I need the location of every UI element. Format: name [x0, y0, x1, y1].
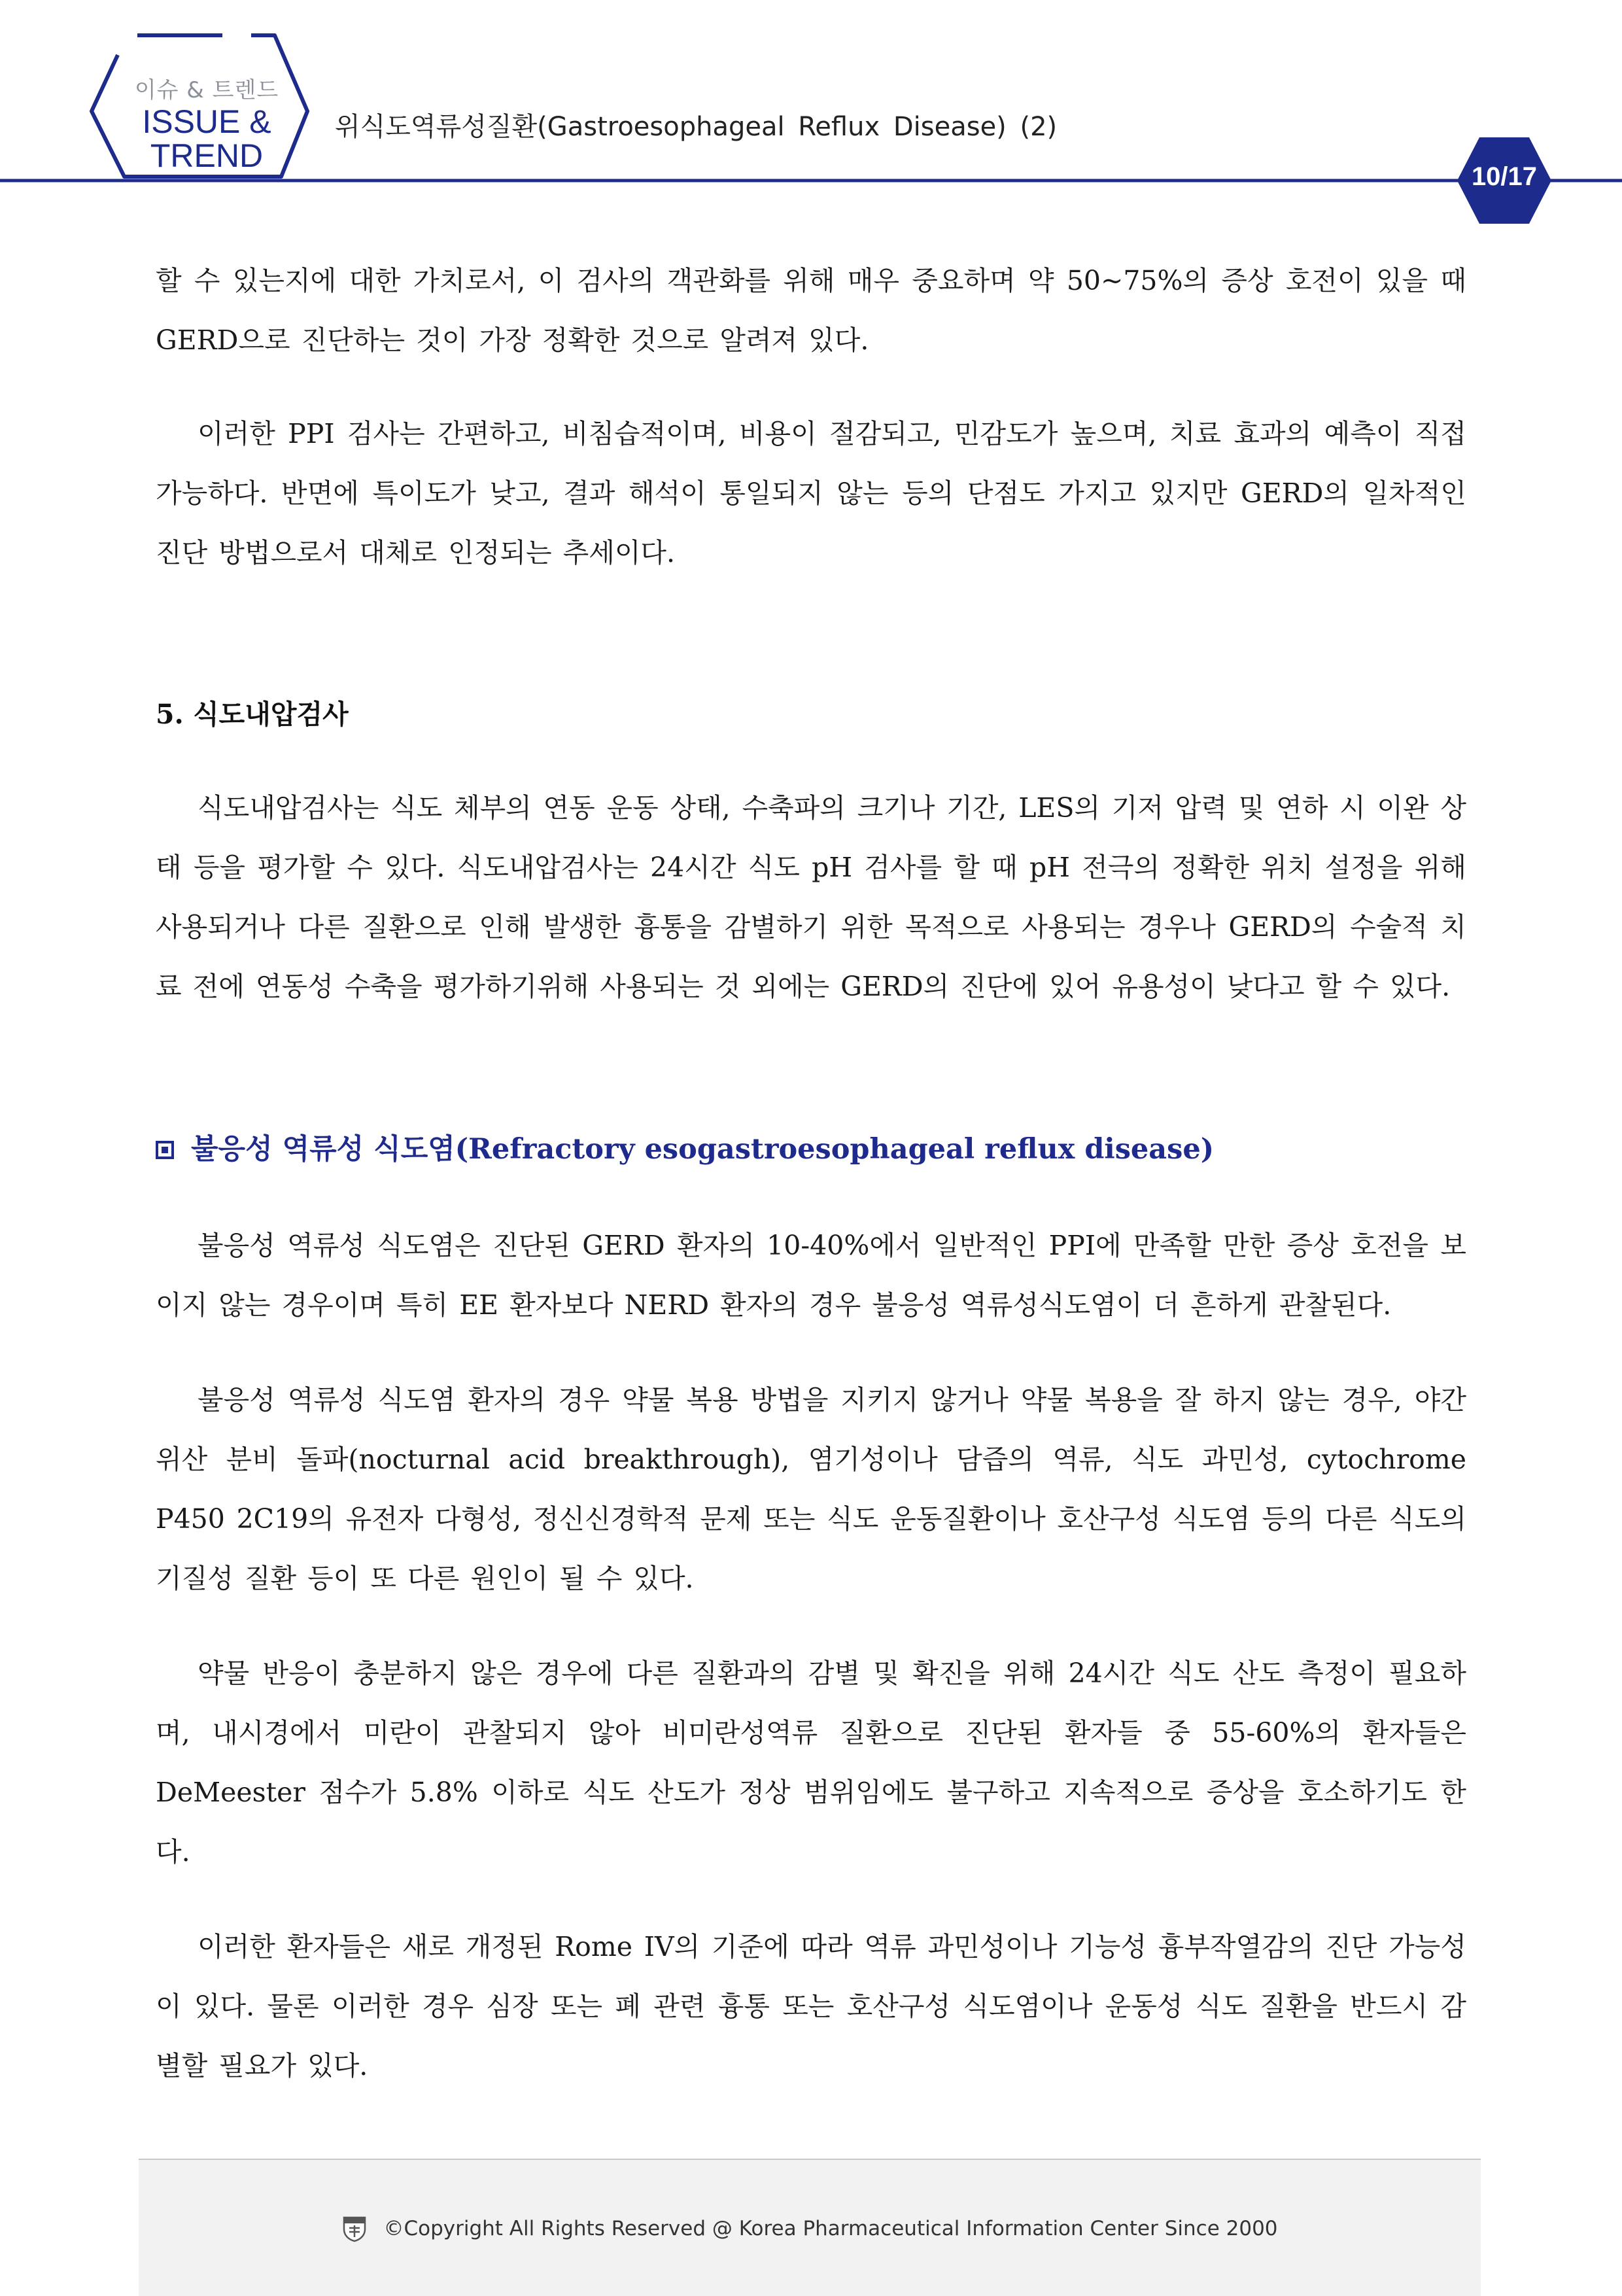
- paragraph-1: 할 수 있는지에 대한 가치로서, 이 검사의 객관화를 위해 매우 중요하며 약 50~75%의 증상 호전이 있을 때 GERD으로 진단하는 것이 가장 정확한 것으로 알려져 있다.: [156, 265, 1466, 356]
- refractory-heading-text: 불응성 역류성 식도염(Refractory esogastroesophageal reflux disease): [191, 1133, 1215, 1166]
- logo-line-1: ISSUE &: [142, 103, 271, 140]
- page-number-badge: 10/17: [1471, 162, 1538, 191]
- logo-subtitle: 이슈 & 트렌드: [134, 77, 279, 103]
- kpic-emblem-icon: [341, 2215, 368, 2242]
- section-heading-esophageal-manometry: 5. 식도내압검사: [156, 699, 349, 730]
- paragraph-7: 이러한 환자들은 새로 개정된 Rome IV의 기준에 따라 역류 과민성이나 기능성 흉부작열감의 진단 가능성이 있다. 물론 이러한 경우 심장 또는 폐 관련 흉통 또는 호산구성 식도염이나 운동성 식도 질환을 반드시 감별할 필요가 있다.: [156, 1931, 1466, 2081]
- section-heading-refractory-gerd: [156, 1120, 1466, 1179]
- footer: [139, 2159, 1481, 2296]
- paragraph-5: 불응성 역류성 식도염 환자의 경우 약물 복용 방법을 지키지 않거나 약물 복용을 잘 하지 않는 경우, 야간 위산 분비 돌파(nocturnal acid breakthrough), 염기성이나 담즙의 역류, 식도 과민성, cytochrome P450 2C19의 유전자 다형성, 정신신경학적 문제 또는 식도 운동질환이나 호산구성 식도염 등의 다른 식도의 기질성 질환 등이 또 다른 원인이 될 수 있다.: [156, 1384, 1466, 1594]
- square-bullet-icon: [156, 1141, 174, 1159]
- paragraph-2: 이러한 PPI 검사는 간편하고, 비침습적이며, 비용이 절감되고, 민감도가 높으며, 치료 효과의 예측이 직접 가능하다. 반면에 특이도가 낮고, 결과 해석이 통일되지 않는 등의 단점도 가지고 있지만 GERD의 일차적인 진단 방법으로서 대체로 인정되는 추세이다.: [156, 418, 1466, 568]
- logo-line-2: TREND: [150, 137, 264, 174]
- document-body: [156, 251, 1466, 2096]
- paragraph-6: 약물 반응이 충분하지 않은 경우에 다른 질환과의 감별 및 확진을 위해 24시간 식도 산도 측정이 필요하며, 내시경에서 미란이 관찰되지 않아 비미란성역류 질환으로 진단된 환자들 중 55-60%의 환자들은 DeMeester 점수가 5.8% 이하로 식도 산도가 정상 범위임에도 불구하고 지속적으로 증상을 호소하기도 한다.: [156, 1658, 1466, 1868]
- paragraph-3: 식도내압검사는 식도 체부의 연동 운동 상태, 수축파의 크기나 기간, LES의 기저 압력 및 연하 시 이완 상태 등을 평가할 수 있다. 식도내압검사는 24시간 식도 pH 검사를 할 때 pH 전극의 정확한 위치 설정을 위해 사용되거나 다른 질환으로 인해 발생한 흉통을 감별하기 위한 목적으로 사용되는 경우나 GERD의 수술적 치료 전에 연동성 수축을 평가하기위해 사용되는 것 외에는 GERD의 진단에 있어 유용성이 낮다고 할 수 있다.: [156, 792, 1466, 1002]
- footer-content: [139, 2215, 1481, 2242]
- copyright-text: ©Copyright All Rights Reserved @ Korea Pharmaceutical Information Center Since 2000: [383, 2217, 1278, 2240]
- document-title: 위식도역류성질환(Gastroesophageal Reflux Disease) (2): [335, 112, 1058, 142]
- paragraph-4: 불응성 역류성 식도염은 진단된 GERD 환자의 10-40%에서 일반적인 PPI에 만족할 만한 증상 호전을 보이지 않는 경우이며 특히 EE 환자보다 NERD 환자의 경우 불응성 역류성식도염이 더 흔하게 관찰된다.: [156, 1230, 1466, 1321]
- logo-text: [128, 105, 285, 173]
